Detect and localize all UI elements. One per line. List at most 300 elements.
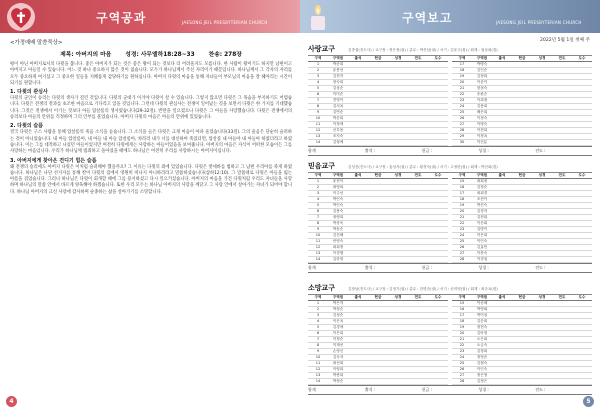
tally-field: 전도 : <box>535 148 546 153</box>
member-name: 박순희 <box>328 116 348 122</box>
district-roster-table <box>308 295 592 385</box>
record-cell[interactable] <box>348 257 368 263</box>
member-number: 6 <box>308 331 328 337</box>
roster-column-header: 구역 <box>308 295 328 301</box>
table-row <box>308 140 592 146</box>
member-name: 박인숙 <box>328 197 348 203</box>
member-number: 27 <box>452 373 472 379</box>
member-name: 정은영 <box>472 373 492 379</box>
member-number: 28 <box>452 379 472 385</box>
member-number: 26 <box>452 116 472 122</box>
member-name: 안영숙 <box>328 239 348 245</box>
member-name: 이정숙 <box>472 116 492 122</box>
member-number: 5 <box>308 86 328 92</box>
member-number: 14 <box>308 140 328 146</box>
member-number: 24 <box>452 104 472 110</box>
roster-column-header: 구역원 <box>328 173 348 179</box>
member-name: 박정순 <box>328 379 348 385</box>
member-number: 20 <box>452 331 472 337</box>
member-name: 최희정 <box>472 179 492 185</box>
member-name: 이은희 <box>472 233 492 239</box>
member-name: 김경애 <box>328 325 348 331</box>
member-number: 16 <box>452 185 472 191</box>
district-section <box>308 161 592 273</box>
district-officers: 김종섭(전도사) / 교구장 : 정은정(권) / 총무 : 박종남(권) / 서기 : 김윤주(집) / 회계 : 권상희(집) <box>348 48 498 52</box>
left-header-church: JAESONG JEIL PRESBYTERIAN CHURCH <box>182 20 268 25</box>
record-cell[interactable] <box>512 257 532 263</box>
member-name: 장점숙 <box>472 86 492 92</box>
record-cell[interactable] <box>532 379 552 385</box>
member-number: 22 <box>452 343 472 349</box>
section-heading: 1. 다윗의 관심사 <box>10 89 48 96</box>
member-number: 22 <box>452 92 472 98</box>
roster-column-header: 도수 <box>428 56 448 62</box>
member-name: 김철숙 <box>472 361 492 367</box>
member-number: 15 <box>452 179 472 185</box>
member-name: 송판순 <box>472 92 492 98</box>
roster-column-header: 전도 <box>408 295 428 301</box>
roster-column-header: 헌금 <box>512 56 532 62</box>
member-number: 10 <box>308 355 328 361</box>
member-name: 이찬숙 <box>472 251 492 257</box>
district-officers: 김창남(전도사) / 교구장 : 김정기(권) / 총무 : 한명순(권) / 서기 : 송미영(집) / 회계 : 최순옥(집) <box>348 287 498 291</box>
member-name: 김정순 <box>472 185 492 191</box>
member-name: 김서옥 <box>328 104 348 110</box>
member-name: 최영희 <box>328 185 348 191</box>
roster-column-header: 헌금 <box>368 56 388 62</box>
member-number: 17 <box>452 313 472 319</box>
member-name: 김정은 <box>472 379 492 385</box>
member-name: 윤현석 <box>328 179 348 185</box>
member-number: 20 <box>452 209 472 215</box>
member-number: 6 <box>308 92 328 98</box>
member-name: 이영희 <box>328 367 348 373</box>
member-name: 이인숙 <box>472 367 492 373</box>
roster-column-header: 구역원 <box>472 173 492 179</box>
member-number: 13 <box>308 251 328 257</box>
member-number: 27 <box>452 251 472 257</box>
member-name: 이경섭 <box>472 257 492 263</box>
member-number: 3 <box>308 313 328 319</box>
member-name: 오은희 <box>472 337 492 343</box>
member-name: 이진분 <box>472 140 492 146</box>
district-roster-table <box>308 173 592 263</box>
member-name: 이명숙 <box>472 122 492 128</box>
member-number: 11 <box>308 239 328 245</box>
member-number: 15 <box>452 301 472 307</box>
record-cell[interactable] <box>512 379 532 385</box>
roster-column-header: 헌금 <box>368 295 388 301</box>
tally-field: 성경 : <box>478 387 489 392</box>
member-number: 1 <box>308 62 328 68</box>
roster-column-header: 도수 <box>572 173 592 179</box>
roster-column-header: 구역 <box>452 295 472 301</box>
member-number: 2 <box>308 185 328 191</box>
member-name: 박준희 <box>328 62 348 68</box>
member-name: 김순희 <box>472 319 492 325</box>
member-number: 24 <box>452 355 472 361</box>
sermon-paragraph: 왜 전쟁의 승리에도 아버지 다윗은 이처럼 슬퍼해야 했을까요? 그 이유는 다윗의 죄에 있었습니다. 다윗은 밧세바를 범하고 그 남편 우리아를 죽게 하였습니다. 하나님은 나단 선지자를 통해 칼이 다윗의 집에서 영원히 떠나지 아니하리라고 말씀하셨습니다(삼하12:10). 그 말씀대로 다윗은 아들을 잃는 아픔을 겪었습니다. 그러나 하나님은 다윗이 회개할 때에 그를 용서하셨고 다시 일으키셨습니다. 아버지의 마음을 가진 다윗처럼 우리도 자녀들을 사랑하며 하나님의 말씀 안에서 바르게 양육해야 하겠습니다. 또한 우리 모두는 하나님 아버지의 사랑을 깨닫고 그 사랑 안에서 살아가는 자녀가 되어야 합니다. 하나님 아버지의 크신 사랑에 감사하며 순종하는 삶을 살아가기를 소망합니다. <box>10 164 292 195</box>
record-cell[interactable] <box>492 257 512 263</box>
member-number: 25 <box>452 361 472 367</box>
member-number: 18 <box>452 197 472 203</box>
roster-column-header: 출석 <box>492 173 512 179</box>
record-cell[interactable] <box>388 257 408 263</box>
record-cell[interactable] <box>408 379 428 385</box>
candle-icon <box>306 3 330 31</box>
record-cell[interactable] <box>348 140 368 146</box>
section-heading: 3. 아버지에게 찾아온 견디기 힘든 슬픔 <box>10 157 97 164</box>
roster-column-header: 구역원 <box>328 295 348 301</box>
report-date: 2022년 5월 1일 첫째 주 <box>539 38 590 43</box>
right-page <box>300 0 600 413</box>
member-name: 조현이 <box>472 197 492 203</box>
member-number: 10 <box>308 233 328 239</box>
member-name: 김용숙 <box>328 209 348 215</box>
record-cell[interactable] <box>428 140 448 146</box>
roster-column-header: 도수 <box>428 173 448 179</box>
member-number: 8 <box>308 104 328 110</box>
record-cell[interactable] <box>552 140 572 146</box>
member-name: 배은희 <box>472 110 492 116</box>
tally-field: 출석 : <box>364 387 376 392</box>
member-name: 조지숙 <box>328 134 348 140</box>
member-number: 13 <box>308 134 328 140</box>
member-number: 1 <box>308 301 328 307</box>
member-name: 오금숙 <box>472 343 492 349</box>
table-row <box>308 257 592 263</box>
member-number: 25 <box>452 239 472 245</box>
member-name: 장숙희 <box>328 80 348 86</box>
tally-field: 출석 : <box>364 148 376 153</box>
member-number: 19 <box>452 325 472 331</box>
table-row <box>308 379 592 385</box>
roster-column-header: 전도 <box>552 295 572 301</box>
sermon-header <box>10 49 292 58</box>
member-number: 9 <box>308 349 328 355</box>
roster-column-header: 도수 <box>572 295 592 301</box>
tally-field: 헌금 : <box>421 148 432 153</box>
record-cell[interactable] <box>572 379 592 385</box>
member-number: 13 <box>308 373 328 379</box>
district-tally <box>308 146 592 156</box>
member-name: 이희정 <box>472 98 492 104</box>
member-number: 11 <box>308 122 328 128</box>
roster-column-header: 구역원 <box>472 295 492 301</box>
member-number: 7 <box>308 215 328 221</box>
member-name: 손영신 <box>328 349 348 355</box>
member-name: 이정애 <box>328 122 348 128</box>
member-number: 4 <box>308 80 328 86</box>
member-name: 김명이 <box>472 227 492 233</box>
tally-field: 합계 <box>308 148 316 153</box>
record-cell[interactable] <box>428 379 448 385</box>
member-name: 최선희 <box>328 361 348 367</box>
member-number: 23 <box>452 227 472 233</box>
member-name: 박이성 <box>472 313 492 319</box>
member-name: 김상순 <box>328 86 348 92</box>
roster-column-header: 구역 <box>308 173 328 179</box>
member-name: 김진혜 <box>328 233 348 239</box>
member-number: 2 <box>308 68 328 74</box>
tally-field: 성경 : <box>478 148 489 153</box>
member-name: 윤봉선 <box>328 68 348 74</box>
member-number: 19 <box>452 74 472 80</box>
member-name: 이정순 <box>328 337 348 343</box>
roster-column-header: 성경 <box>532 56 552 62</box>
member-name: 정현숙 <box>472 325 492 331</box>
member-number: 10 <box>308 116 328 122</box>
roster-column-header: 구역 <box>452 56 472 62</box>
member-number: 3 <box>308 74 328 80</box>
record-cell[interactable] <box>552 379 572 385</box>
record-cell[interactable] <box>572 257 592 263</box>
member-name: 박동순 <box>328 227 348 233</box>
member-number: 16 <box>452 307 472 313</box>
roster-column-header: 성경 <box>388 295 408 301</box>
district-roster-table <box>308 56 592 146</box>
roster-column-header: 헌금 <box>512 295 532 301</box>
section-tag: <가정예배 말씀묵상> <box>10 40 63 46</box>
member-name: 장영희 <box>328 215 348 221</box>
member-number: 14 <box>308 379 328 385</box>
tally-field: 성경 : <box>478 265 489 270</box>
roster-column-header: 출석 <box>348 295 368 301</box>
member-name: 김현자 <box>328 74 348 80</box>
member-number: 30 <box>452 140 472 146</box>
member-number: 27 <box>452 122 472 128</box>
member-number: 9 <box>308 110 328 116</box>
right-header-title: 구역보고 <box>402 11 453 25</box>
roster-column-header: 출석 <box>492 56 512 62</box>
roster-column-header: 도수 <box>572 56 592 62</box>
roster-column-header: 구역 <box>452 173 472 179</box>
member-name: 박은자 <box>328 301 348 307</box>
member-number: 8 <box>308 221 328 227</box>
page-number-left: 4 <box>6 396 17 407</box>
record-cell[interactable] <box>572 140 592 146</box>
roster-column-header: 헌금 <box>512 173 532 179</box>
record-cell[interactable] <box>532 140 552 146</box>
member-name: 이순회 <box>472 221 492 227</box>
member-number: 7 <box>308 98 328 104</box>
record-cell[interactable] <box>408 140 428 146</box>
right-header-church: JAESONG JEIL PRESBYTERIAN CHURCH <box>496 20 582 25</box>
member-number: 5 <box>308 203 328 209</box>
member-number: 22 <box>452 221 472 227</box>
roster-column-header: 헌금 <box>368 173 388 179</box>
member-number: 18 <box>452 319 472 325</box>
record-cell[interactable] <box>408 257 428 263</box>
member-name: 최희정 <box>328 245 348 251</box>
tally-field: 전도 : <box>535 387 546 392</box>
roster-column-header: 성경 <box>532 295 552 301</box>
heart-cross-icon <box>4 2 38 32</box>
tally-field: 전도 : <box>535 265 546 270</box>
member-number: 26 <box>452 367 472 373</box>
member-number: 23 <box>452 349 472 355</box>
roster-column-header: 출석 <box>348 56 368 62</box>
record-cell[interactable] <box>552 257 572 263</box>
member-number: 9 <box>308 227 328 233</box>
tally-field: 출석 : <box>364 265 376 270</box>
member-number: 7 <box>308 337 328 343</box>
member-number: 28 <box>452 257 472 263</box>
member-number: 21 <box>452 337 472 343</box>
district-officers: 김성진(전도사) / 교구장 : 홍성자(권) / 총무 : 황경숙(권) / 서기 : 고정란(집) / 회계 : 박선희(집) <box>348 165 498 169</box>
member-name: 김숙자 <box>328 355 348 361</box>
member-number: 23 <box>452 98 472 104</box>
member-name: 최희경 <box>472 191 492 197</box>
member-number: 18 <box>452 68 472 74</box>
member-name: 김용희 <box>472 104 492 110</box>
right-header <box>300 0 600 33</box>
district-header <box>308 161 592 173</box>
page-number-right: 5 <box>583 396 594 407</box>
member-name: 이정옥 <box>472 134 492 140</box>
left-header <box>0 0 300 33</box>
member-number: 28 <box>452 128 472 134</box>
record-cell[interactable] <box>368 140 388 146</box>
record-cell[interactable] <box>532 257 552 263</box>
member-number: 26 <box>452 245 472 251</box>
member-number: 3 <box>308 191 328 197</box>
member-name: 이현희 <box>472 128 492 134</box>
roster-column-header: 구역원 <box>328 56 348 62</box>
member-number: 25 <box>452 110 472 116</box>
roster-column-header: 출석 <box>348 173 368 179</box>
member-number: 12 <box>308 128 328 134</box>
member-name: 전영이 <box>328 98 348 104</box>
member-number: 4 <box>308 197 328 203</box>
record-cell[interactable] <box>368 379 388 385</box>
member-name: 이주선 <box>328 191 348 197</box>
member-number: 24 <box>452 233 472 239</box>
member-number: 6 <box>308 209 328 215</box>
tally-field: 헌금 : <box>421 387 432 392</box>
roster-column-header: 성경 <box>388 56 408 62</box>
sermon-body <box>10 62 292 196</box>
member-number: 20 <box>452 80 472 86</box>
member-name: 이송혜 <box>472 301 492 307</box>
member-name: 김형예 <box>328 140 348 146</box>
member-name: 김성순 <box>328 313 348 319</box>
member-number: 4 <box>308 319 328 325</box>
member-name: 김현희 <box>472 215 492 221</box>
member-number: 11 <box>308 361 328 367</box>
tally-field: 헌금 : <box>421 265 432 270</box>
left-content <box>10 38 292 197</box>
record-cell[interactable] <box>388 379 408 385</box>
record-cell[interactable] <box>428 257 448 263</box>
roster-column-header: 출석 <box>492 295 512 301</box>
left-header-title: 구역공과 <box>96 11 147 25</box>
district-section <box>308 44 592 156</box>
member-number: 14 <box>308 257 328 263</box>
district-header <box>308 44 592 56</box>
record-cell[interactable] <box>388 140 408 146</box>
sermon-title: 제목: 아버지의 마음 <box>60 52 112 58</box>
member-name: 박명숙 <box>472 62 492 68</box>
member-number: 5 <box>308 325 328 331</box>
record-cell[interactable] <box>492 140 512 146</box>
member-number: 2 <box>308 307 328 313</box>
member-number: 19 <box>452 203 472 209</box>
member-number: 29 <box>452 134 472 140</box>
member-number: 8 <box>308 343 328 349</box>
member-name: 김효민 <box>472 245 492 251</box>
district-name: 사랑교구 <box>308 45 336 53</box>
member-name: 이미순 <box>328 92 348 98</box>
member-name: 박인숙 <box>328 203 348 209</box>
roster-column-header: 구역 <box>308 56 328 62</box>
district-tally <box>308 263 592 273</box>
district-header <box>308 283 592 295</box>
sermon-paragraph: 결국 다윗은 구스 사람을 통해 압살롬의 죽음 소식을 듣습니다. 그 소식을 들은 다윗은 크게 마음이 아파 울었습니다(33절). 그의 울음은 단순히 슬퍼하는 것이 아니었습니다. 내 아들 압살롬아, 내 아들 내 아들 압살롬아, 차라리 내가 너를 대신하여 죽었더면, 압살롬 내 아들아 내 아들아 하였더라고 하였습니다. 이는 그를 대적하고 나섰던 아들이었지만 여전히 다윗에게는 사랑하는 아들이었음을 보여줍니다. 아버지의 마음은 자식이 어떠한 모습이든 그를 사랑하는 마음입니다. 우리가 하나님께 범죄하고 돌아섰을 때에도 하나님은 여전히 우리를 사랑하시는 아버지이십니다. <box>10 130 292 155</box>
roster-column-header: 전도 <box>552 173 572 179</box>
roster-column-header: 도수 <box>428 295 448 301</box>
member-name: 김하영 <box>328 257 348 263</box>
roster-column-header: 성경 <box>388 173 408 179</box>
roster-column-header: 전도 <box>408 173 428 179</box>
member-name: 신부용 <box>328 128 348 134</box>
member-name: 박진숙 <box>472 203 492 209</box>
member-name: 김경자 <box>472 209 492 215</box>
sermon-scripture: 성경: 사무엘하18:28~33 <box>125 52 195 58</box>
member-number: 17 <box>452 191 472 197</box>
tally-field: 합계 <box>308 387 316 392</box>
record-cell[interactable] <box>348 379 368 385</box>
sermon-hymn: 찬송: 278장 <box>208 52 242 58</box>
member-number: 12 <box>308 245 328 251</box>
member-name: 박충희 <box>328 373 348 379</box>
member-name: 이운이 <box>472 80 492 86</box>
roster-column-header: 전도 <box>408 56 428 62</box>
roster-column-header: 전도 <box>552 56 572 62</box>
roster-column-header: 성경 <box>532 173 552 179</box>
roster-column-header: 구역원 <box>472 56 492 62</box>
member-name: 이은희 <box>328 331 348 337</box>
member-name: 김정희 <box>472 74 492 80</box>
record-cell[interactable] <box>512 140 532 146</box>
district-name: 소망교구 <box>308 284 336 292</box>
member-name: 이재선 <box>328 343 348 349</box>
member-number: 21 <box>452 86 472 92</box>
member-number: 17 <box>452 62 472 68</box>
member-name: 정영준 <box>472 355 492 361</box>
record-cell[interactable] <box>492 379 512 385</box>
member-name: 김정희 <box>472 349 492 355</box>
member-name: 이은옥 <box>328 319 348 325</box>
member-name: 박칭순 <box>328 307 348 313</box>
member-name: 이인숙 <box>472 239 492 245</box>
sermon-paragraph: 평이 아닌 아버지로서의 다윗을 봅니다. 좋은 아버지가 되는 것은 좋은 왕이 되는 것보다 더 어려울지도 모릅니다. 한 사람이 왕이기도 하지만 남편이고 아버지고 아들일 수 있습니다. 어느 것 하나 중요하지 않은 것이 없습니다. 모두가 하나님께서 주신 자리이기 때문입니다. 하나님께서 그 각자의 자리를 모두 중요하게 여기셨고 그 중요한 일들을 지혜롭게 감당하기를 원하십니다. 아버지 다윗의 마음을 통해 자녀들이 부모님의 마음을 잘 헤아리는 시간이 되기를 원합니다. <box>10 62 292 86</box>
member-name: 이경행 <box>328 251 348 257</box>
section-heading: 2. 다윗의 슬픔 <box>10 123 44 130</box>
member-name: 김연순 <box>328 110 348 116</box>
member-number: 1 <box>308 179 328 185</box>
tally-field: 합계 <box>308 265 316 270</box>
district-section <box>308 283 592 395</box>
member-name: 김인순 <box>472 68 492 74</box>
member-name: 박영회 <box>472 307 492 313</box>
member-name: 김아영 <box>472 331 492 337</box>
sermon-paragraph: 다윗의 군인이 승리는 다윗의 생사가 걸린 것입니다. 다윗의 군대가 이겨야 다윗이 살 수 있습니다. 그렇지 않으면 다윗은 그 목숨을 부지하기도 어렵습니다. 다윗은 전쟁의 결과를 초조한 마음으로 기다리고 있을 것입니다. 그런데 다윗의 관심사는 전쟁이 일어났는 것을 보면서 다윗은 한 가지를 기대했습니다. 그것은 전쟁에서 이기는 것보다 아들 압살롬의 생사였습니다(29-32절). 반란을 일으켰으나 다윗은 그 아들을 사랑했습니다. 다윗은 전쟁에서의 승리보다 아들의 안위를 걱정하며 그의 안부를 물었습니다. 아버지 다윗의 마음은 아들의 안위에 있었습니다. <box>10 96 292 121</box>
member-number: 21 <box>452 215 472 221</box>
district-name: 믿음교구 <box>308 162 336 170</box>
record-cell[interactable] <box>368 257 388 263</box>
district-tally <box>308 385 592 395</box>
